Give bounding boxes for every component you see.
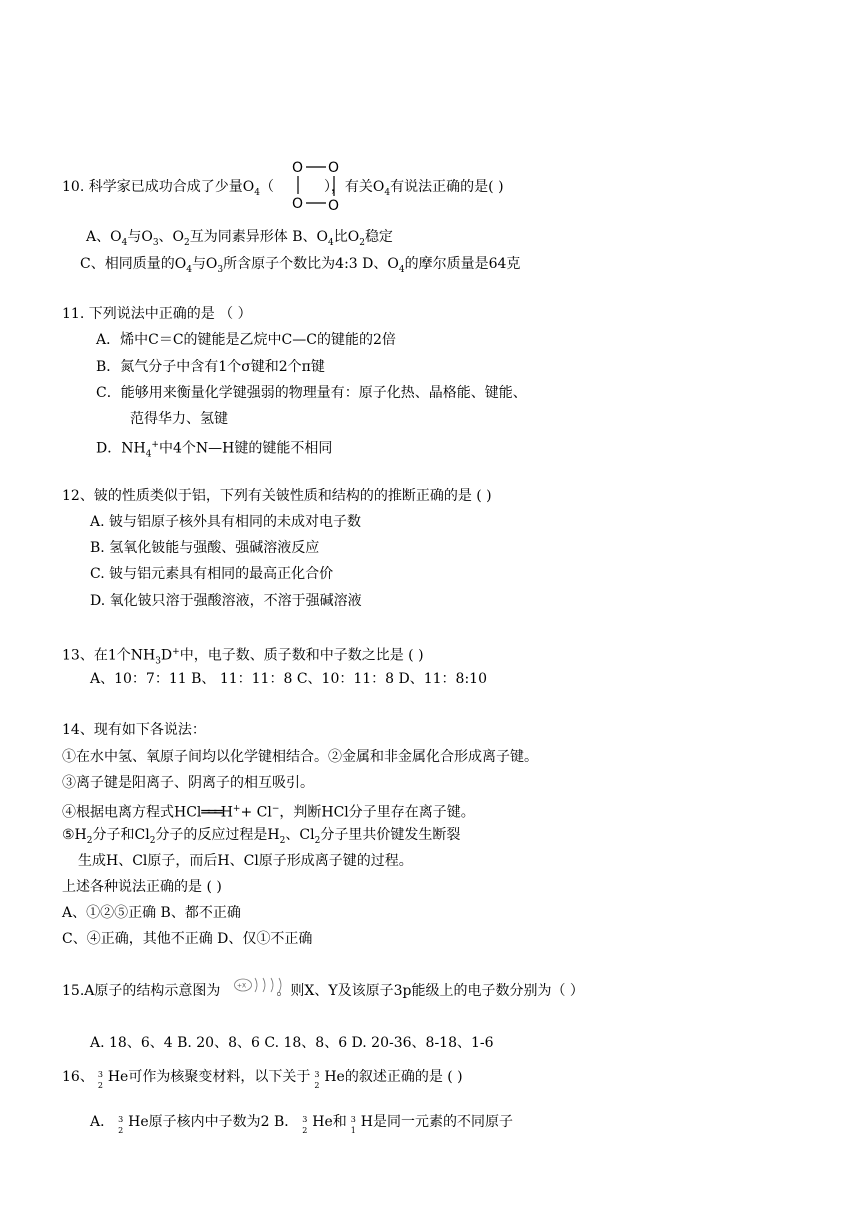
q14-options-2: C、④正确，其他不正确 D、仅①不正确 — [62, 931, 313, 947]
q16-options: A． 3 2 He原子核内中子数为2 B． 3 2 He和 3 1 H是同一元素的不同原子 — [90, 1114, 513, 1135]
q14-options-1: A、①②⑤正确 B、都不正确 — [62, 905, 241, 921]
q10-options-1: A、$O_4$与$O_3$、$O_2$互为同素异形体 B、$O_4$比$O_2$稳定 — [86, 229, 393, 248]
q14-statement-2: ③离子键是阳离子、阴离子的相互吸引。 — [62, 775, 314, 791]
q12-option-b: B. 氢氧化铍能与强酸、强碱溶液反应 — [90, 540, 320, 556]
q14-statement-4: $⑤H_2$分子和$Cl_2$分子的反应过程是$H_2$、$Cl_2$分子里共价键发生断裂 — [62, 827, 461, 846]
q16-stem: 16、 3 2 He可作为核聚变材料，以下关于 3 2 He的叙述正确的是 ( ) — [62, 1069, 463, 1090]
q12-option-d: D. 氧化铍只溶于强酸溶液，不溶于强碱溶液 — [90, 593, 362, 609]
q14-statement-3: ④根据电离方程式HCl═══H++ Cl−，判断HCl分子里存在离子键。 — [62, 804, 475, 821]
o4-ring-structure — [288, 158, 344, 212]
q11-option-c1: C．能够用来衡量化学键强弱的物理量有：原子化热、晶格能、键能、 — [96, 385, 527, 401]
q11-option-b: B．氮气分子中含有1个σ键和2个π键 — [96, 359, 325, 375]
o4-atom-tl: O — [292, 160, 304, 176]
q15-stem: 15.A原子的结构示意图为 。则X、Y及该原子3p能级上的电子数分别为（ ） — [62, 983, 584, 999]
nucleus-label: +X — [237, 982, 247, 990]
q10-options-2: C、相同质量的$O_4$与$O_3$所含原子个数比为4:3 D、$O_4$的摩尔质量是64克 — [80, 256, 521, 275]
q11-option-c2: 范得华力、氢键 — [130, 411, 228, 427]
q13-options: A、10：7：11 B、 11：11：8 C、10：11：8 D、11：8:10 — [90, 671, 487, 687]
q12-option-c: C. 铍与铝元素具有相同的最高正化合价 — [90, 566, 334, 582]
q14-prompt: 上述各种说法正确的是 ( ) — [62, 879, 222, 895]
atom-structure-diagram — [233, 976, 289, 994]
q15-options: A. 18、6、4 B. 20、8、6 C. 18、8、6 D. 20-36、8-18、1-6 — [90, 1035, 494, 1051]
q11-stem: 11. 下列说法中正确的是 （ ） — [62, 306, 252, 322]
q14-statement-1: ①在水中氢、氧原子间均以化学键相结合。②金属和非金属化合形成离子键。 — [62, 749, 538, 765]
o4-atom-bl: O — [292, 196, 304, 212]
q10-stem: 10. 科学家已成功合成了少量$O_4$（ ），有关$O_4$有说法正确的是( ) — [62, 179, 504, 198]
q12-option-a: A. 铍与铝原子核外具有相同的未成对电子数 — [90, 514, 362, 530]
q14-statement-4-cont: 生成H、Cl原子，而后H、Cl原子形成离子键的过程。 — [78, 853, 413, 869]
o4-atom-br: O — [328, 198, 340, 212]
o4-atom-tr: O — [328, 160, 340, 176]
q11-option-d: D．$NH_4^+$中4个N—H键的键能不相同 — [96, 440, 333, 460]
q14-stem: 14、现有如下各说法： — [62, 722, 206, 738]
q13-stem: 13、在1个$NH_3D^+$中，电子数、质子数和中子数之比是 ( ) — [62, 647, 424, 667]
q12-stem: 12、铍的性质类似于铝，下列有关铍性质和结构的的推断正确的是 ( ) — [62, 488, 492, 504]
q11-option-a: A．烯中C＝C的键能是乙烷中C—C的键能的2倍 — [96, 332, 396, 348]
